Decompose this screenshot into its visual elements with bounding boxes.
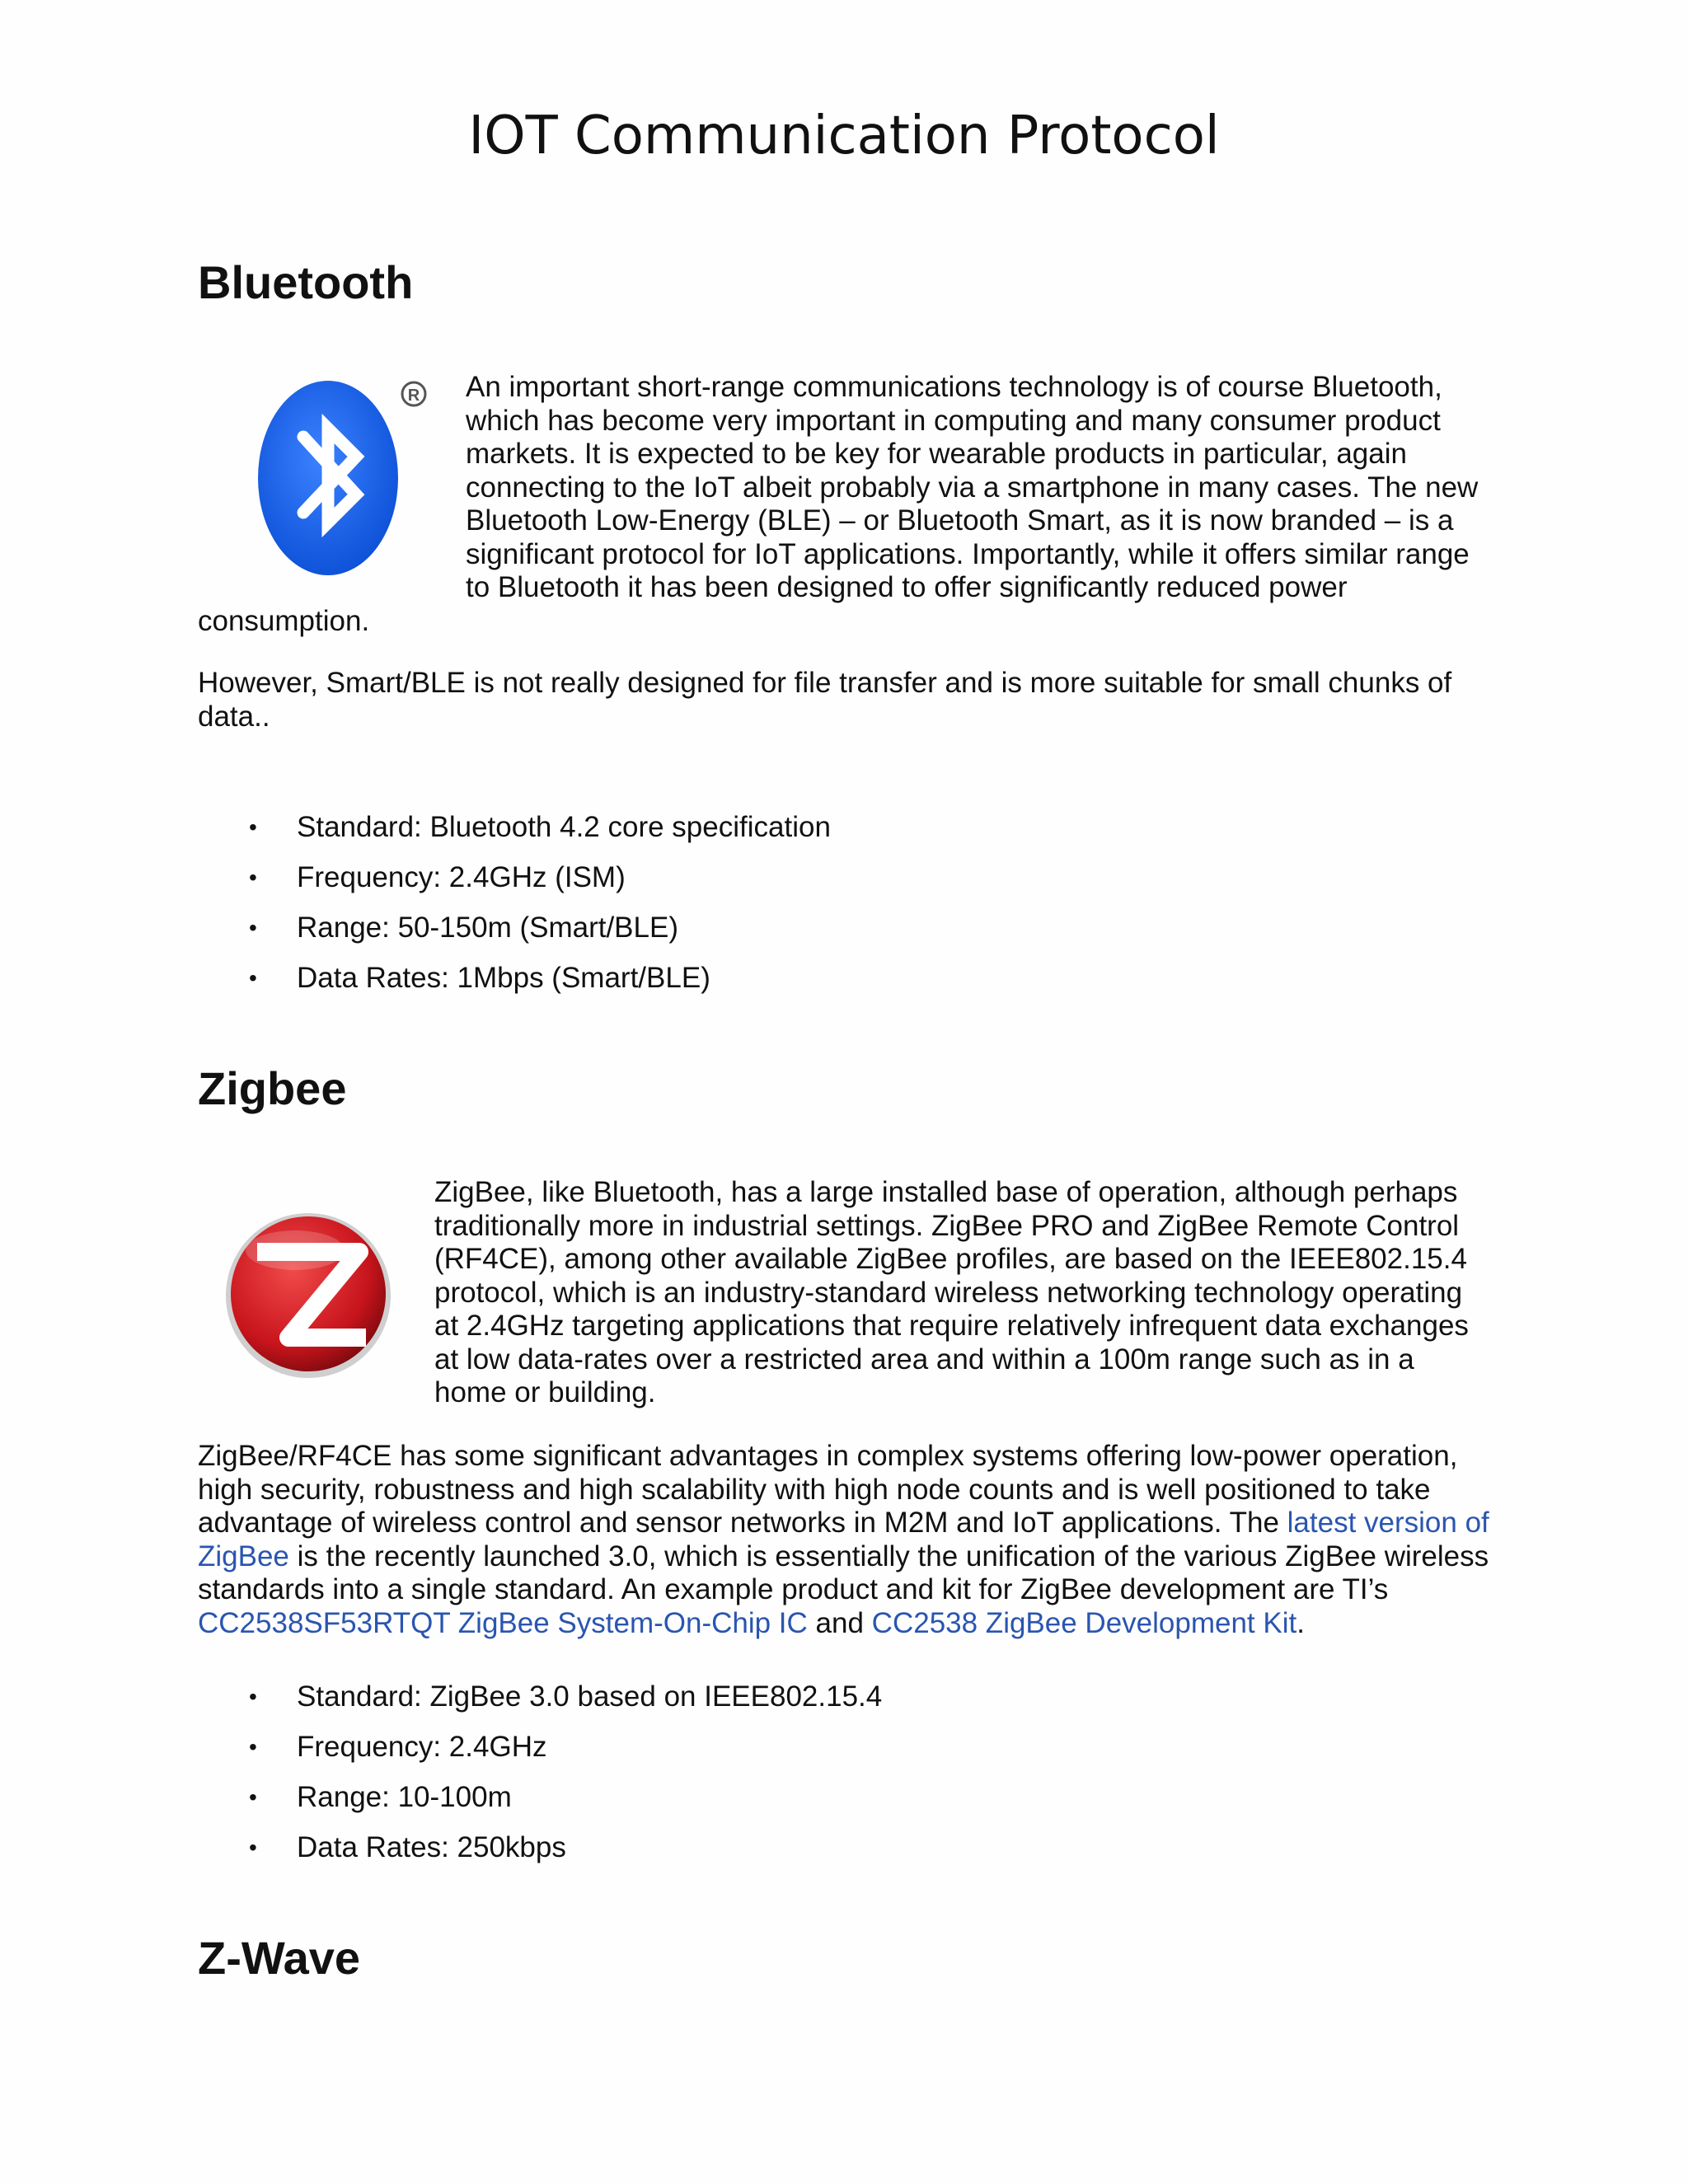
zigbee-paragraph-1: ZigBee, like Bluetooth, has a large installed base of operation, although perhaps traditionally more in industrial settings. ZigBee PRO and ZigBee Remote Control (RF4CE), among other available ZigBee profiles, are based on the IEEE802.15.4 protocol, which is an industry-standard wireless networking technology operating at 2.4GHz targeting applications that require relatively infrequent data exchanges at low data-rates over a restricted area and within a 100m range such as in a home or building. <box>434 1176 1469 1408</box>
bluetooth-spec-list <box>198 811 831 1012</box>
zigbee-spec-list <box>198 1680 882 1882</box>
cc2538-kit-link[interactable]: CC2538 ZigBee Development Kit <box>871 1606 1297 1639</box>
latest-zigbee-link[interactable]: latest version of ZigBee <box>198 1507 1489 1572</box>
zigbee-intro <box>198 1176 1492 1410</box>
cc2538-soc-link[interactable]: CC2538SF53RTQT ZigBee System-On-Chip IC <box>198 1606 808 1639</box>
section-heading-zigbee: Zigbee <box>198 1062 347 1114</box>
section-heading-zwave: Z-Wave <box>198 1932 361 1984</box>
section-heading-bluetooth: Bluetooth <box>198 256 414 308</box>
bluetooth-paragraph-1: An important short-range communications technology is of course Bluetooth, which has become very important in computing and many consumer product markets. It is expected to be key for wearable products in particular, again connecting to the IoT albeit probably via a smartphone in many cases. The new Bluetooth Low-Energy (BLE) – or Bluetooth Smart, as it is now branded – is a significant protocol for IoT applications. Importantly, while it offers similar range to Bluetooth it has been designed to offer significantly reduced power consumption. <box>198 371 1479 637</box>
list-item: • Frequency: 2.4GHz <box>249 1731 547 1763</box>
registered-mark: R <box>407 387 420 405</box>
list-item: • Data Rates: 250kbps <box>249 1831 566 1863</box>
zigbee-logo-icon <box>198 1176 434 1378</box>
page-title: IOT Communication Protocol <box>468 105 1220 166</box>
bluetooth-paragraph-2: However, Smart/BLE is not really designed for file transfer and is more suitable for small chunks of data.. <box>198 667 1452 733</box>
list-item: • Data Rates: 1Mbps (Smart/BLE) <box>249 962 710 994</box>
list-item: • Frequency: 2.4GHz (ISM) <box>249 861 626 893</box>
bluetooth-intro <box>198 371 1492 638</box>
list-item: • Standard: Bluetooth 4.2 core specification <box>249 811 831 843</box>
list-item: • Standard: ZigBee 3.0 based on IEEE802.15.4 <box>249 1680 883 1713</box>
list-item: • Range: 50-150m (Smart/BLE) <box>249 912 678 944</box>
list-item: • Range: 10-100m <box>249 1781 512 1813</box>
bluetooth-logo-icon <box>198 371 466 589</box>
zigbee-paragraph-2: ZigBee/RF4CE has some significant advantages in complex systems offering low-power operation, high security, robustness and high scalability with high node counts and is well positioned to take advantage of wireless control and sensor networks in M2M and IoT applications. The latest version of ZigBee is the recently launched 3.0, which is essentially the unification of the various ZigBee wireless standards into a single standard. An example product and kit for ZigBee development are TI’s CC2538SF53RTQT ZigBee System-On-Chip IC and CC2538 ZigBee Development Kit. <box>198 1440 1489 1639</box>
